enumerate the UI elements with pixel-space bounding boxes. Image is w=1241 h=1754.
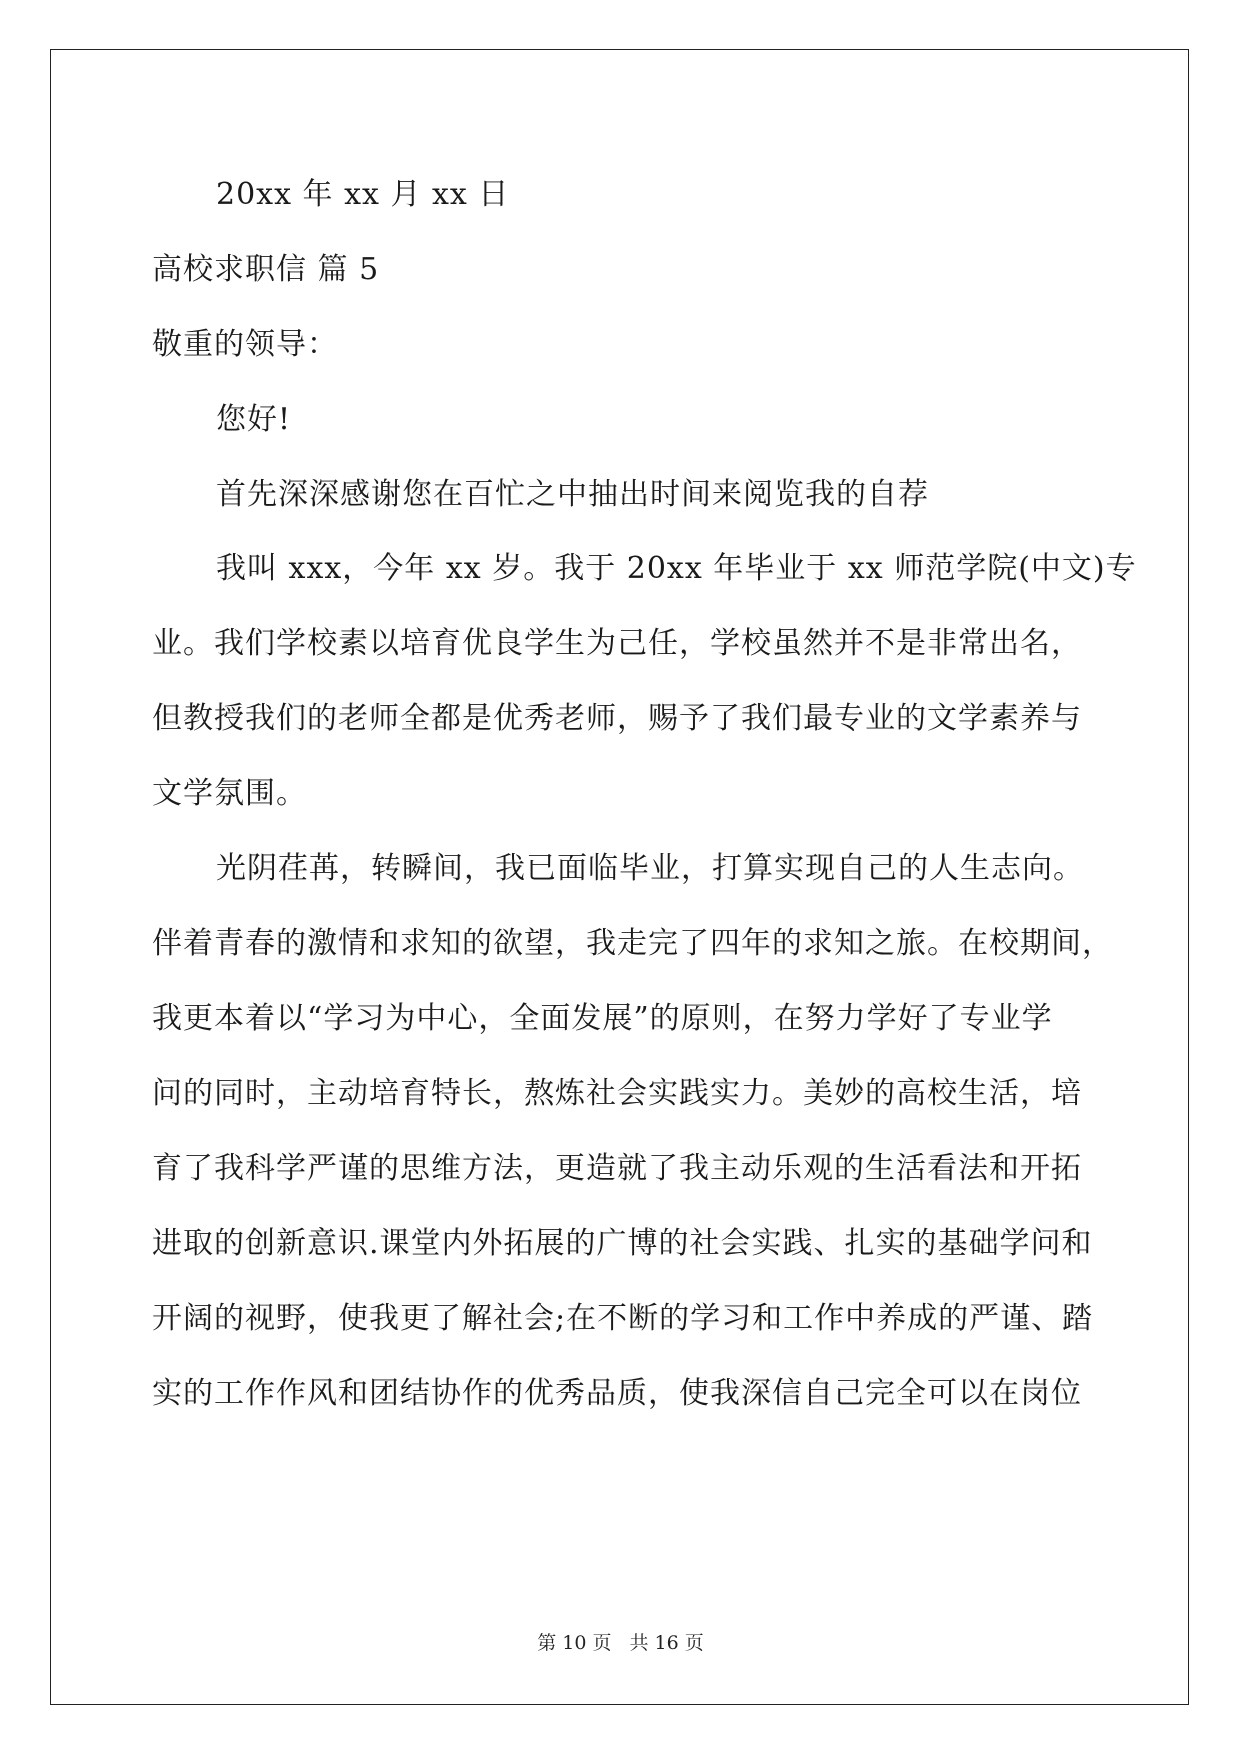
paragraph-line: 实的工作作风和团结协作的优秀品质，使我深信自己完全可以在岗位 xyxy=(152,1376,1082,1411)
paragraph-line: 文学氛围。 xyxy=(152,776,307,811)
paragraph-line: 光阴荏苒，转瞬间，我已面临毕业，打算实现自己的人生志向。 xyxy=(216,851,1084,886)
paragraph-2 xyxy=(152,831,1113,1431)
page-total: 共 16 页 xyxy=(629,1632,704,1654)
greeting: 您好! xyxy=(216,402,292,437)
paragraph-line: 但教授我们的老师全都是优秀老师，赐予了我们最专业的文学素养与 xyxy=(152,701,1082,736)
page-footer xyxy=(0,1628,1241,1655)
paragraph-line: 我叫 xxx，今年 xx 岁。我于 20xx 年毕业于 xx 师范学院(中文)专 xyxy=(216,551,1137,586)
salutation: 敬重的领导： xyxy=(152,327,338,362)
paragraph-line: 业。我们学校素以培育优良学生为己任，学校虽然并不是非常出名， xyxy=(152,626,1082,661)
paragraph-line: 育了我科学严谨的思维方法，更造就了我主动乐观的生活看法和开拓 xyxy=(152,1151,1082,1186)
paragraph-line: 问的同时，主动培育特长，熬炼社会实践实力。美妙的高校生活，培 xyxy=(152,1076,1082,1111)
paragraph-line: 进取的创新意识.课堂内外拓展的广博的社会实践、扎实的基础学问和 xyxy=(152,1226,1093,1261)
intro-line: 首先深深感谢您在百忙之中抽出时间来阅览我的自荐 xyxy=(216,477,929,512)
page-number: 第 10 页 xyxy=(537,1632,612,1654)
paragraph-1 xyxy=(152,531,1137,831)
document-body xyxy=(152,163,1137,1431)
date-line: 20xx 年 xx 月 xx 日 xyxy=(216,177,510,212)
paragraph-line: 伴着青春的激情和求知的欲望，我走完了四年的求知之旅。在校期间， xyxy=(152,926,1113,961)
paragraph-line: 开阔的视野，使我更了解社会;在不断的学习和工作中养成的严谨、踏 xyxy=(152,1301,1094,1336)
paragraph-line: 我更本着以“学习为中心，全面发展”的原则，在努力学好了专业学 xyxy=(152,1001,1053,1036)
section-title: 高校求职信 篇 5 xyxy=(152,252,380,287)
